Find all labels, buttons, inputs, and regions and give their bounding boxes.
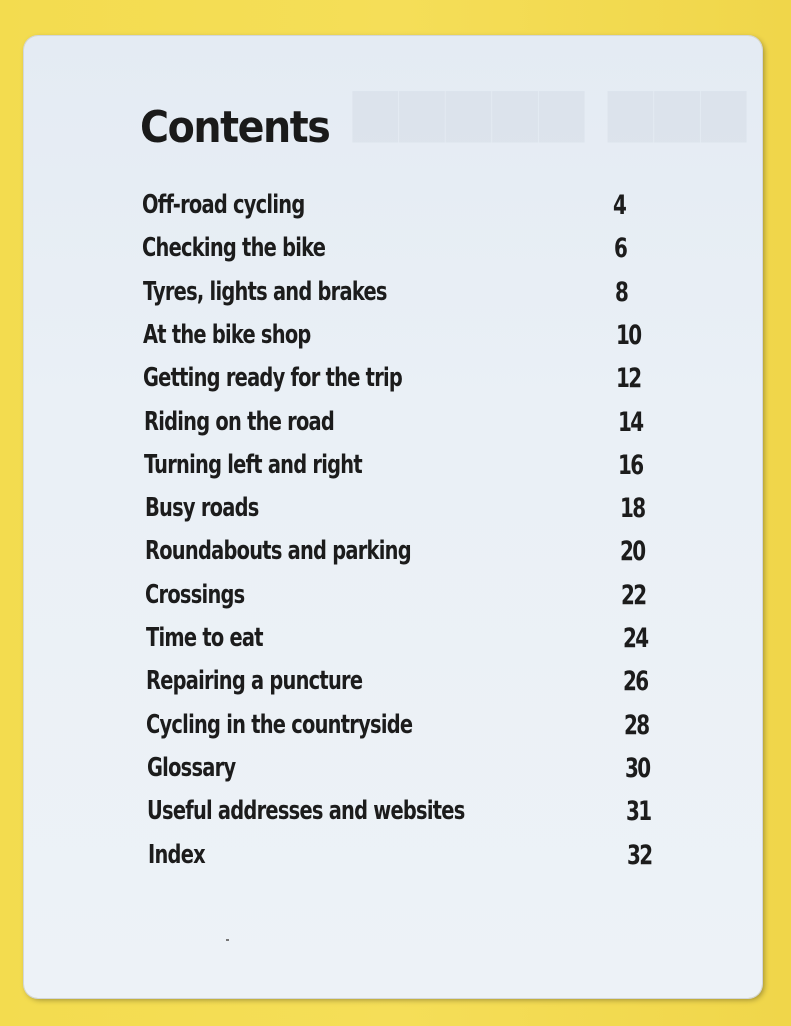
toc-entry-page-number: 14 <box>618 406 643 438</box>
paper-speck <box>226 939 229 941</box>
toc-entry-page-number: 28 <box>624 709 649 741</box>
toc-entry-busy-roads[interactable] <box>145 493 755 527</box>
toc-entry-title: Glossary <box>147 752 236 783</box>
toc-entry-page-number: 8 <box>615 276 628 308</box>
toc-entry-title: Useful addresses and websites <box>147 796 465 827</box>
toc-entry-time-to-eat[interactable] <box>146 623 756 657</box>
toc-entry-page-number: 30 <box>625 752 650 784</box>
toc-entry-repairing-a-puncture[interactable] <box>146 666 756 700</box>
toc-entry-page-number: 16 <box>618 449 643 481</box>
toc-entry-page-number: 22 <box>621 579 646 611</box>
toc-entry-title: Repairing a puncture <box>146 666 363 697</box>
toc-entry-title: Riding on the road <box>144 406 335 437</box>
toc-entry-page-number: 32 <box>627 839 652 871</box>
toc-entry-page-number: 4 <box>613 190 626 221</box>
toc-entry-crossings[interactable] <box>145 580 755 614</box>
toc-entry-title: Cycling in the countryside <box>146 709 413 740</box>
toc-entry-page-number: 6 <box>614 233 627 265</box>
toc-entry-page-number: 18 <box>620 493 645 525</box>
toc-entry-getting-ready[interactable] <box>143 363 753 397</box>
toc-entry-glossary[interactable] <box>147 753 757 787</box>
toc-entry-turning-left-right[interactable] <box>144 450 754 484</box>
show-through-text: ▆▆▆▆▆ ▆▆▆ <box>352 74 748 142</box>
toc-entry-title: Roundabouts and parking <box>145 536 411 567</box>
toc-entry-title: Time to eat <box>146 623 263 653</box>
toc-entry-useful-addresses[interactable] <box>147 796 757 830</box>
toc-entry-title: Getting ready for the trip <box>143 363 403 394</box>
toc-entry-page-number: 12 <box>616 363 641 395</box>
toc-entry-roundabouts-parking[interactable] <box>145 536 755 570</box>
toc-entry-title: At the bike shop <box>143 319 311 350</box>
toc-entry-page-number: 26 <box>623 666 648 698</box>
toc-entry-index[interactable] <box>148 840 758 874</box>
table-of-contents <box>24 36 762 998</box>
toc-entry-title: Off-road cycling <box>142 190 305 220</box>
toc-entry-tyres-lights-brakes[interactable] <box>143 277 753 311</box>
toc-entry-title: Tyres, lights and brakes <box>143 276 387 307</box>
toc-entry-at-the-bike-shop[interactable] <box>143 320 753 354</box>
toc-entry-title: Checking the bike <box>142 233 326 264</box>
toc-entry-page-number: 10 <box>616 319 641 351</box>
toc-entry-title: Busy roads <box>145 493 259 524</box>
toc-entry-page-number: 31 <box>626 796 651 828</box>
toc-entry-title: Index <box>148 839 205 870</box>
toc-entry-riding-on-the-road[interactable] <box>144 407 754 441</box>
toc-entry-cycling-countryside[interactable] <box>146 710 756 744</box>
contents-page <box>24 36 762 998</box>
toc-entry-page-number: 24 <box>623 623 648 654</box>
toc-entry-title: Crossings <box>145 579 245 610</box>
toc-entry-checking-the-bike[interactable] <box>142 233 752 267</box>
toc-entry-title: Turning left and right <box>144 449 362 480</box>
toc-entry-off-road-cycling[interactable] <box>142 190 752 224</box>
toc-entry-page-number: 20 <box>620 536 645 568</box>
page-title: Contents <box>140 102 330 153</box>
